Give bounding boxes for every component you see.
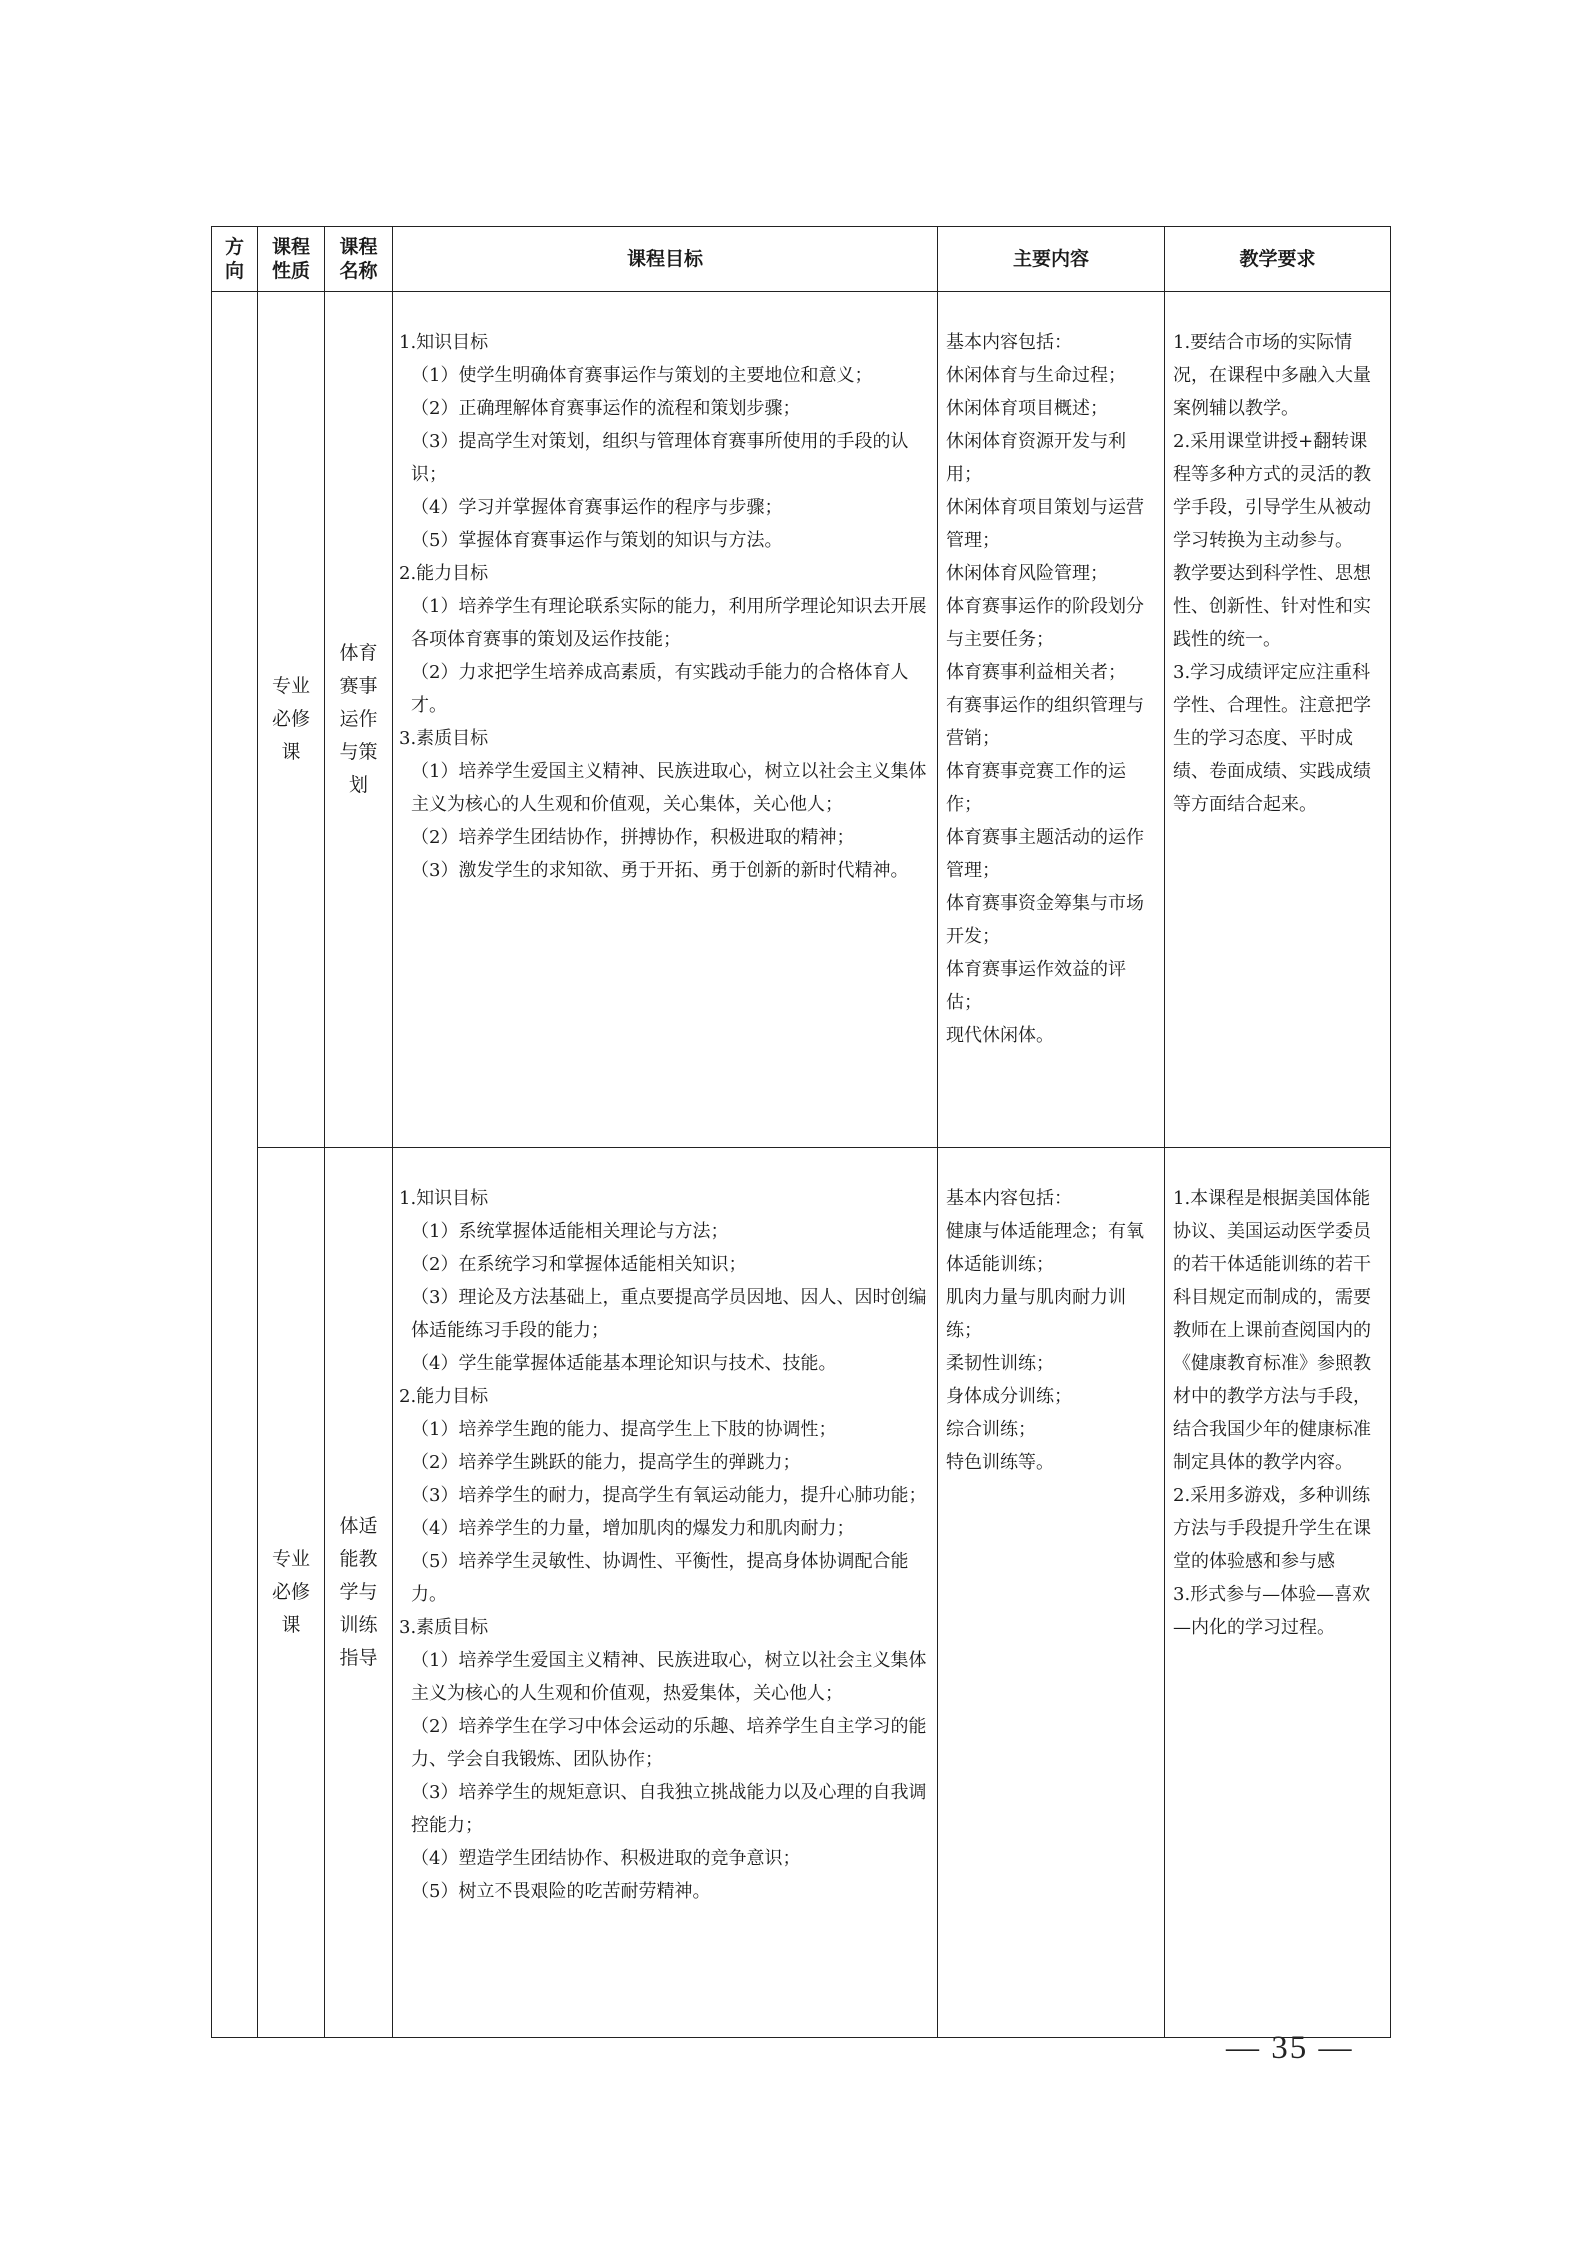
header-course-nature: 课程性质	[258, 227, 325, 292]
table-header-row	[212, 227, 1391, 292]
requirement-line: 3.学习成绩评定应注重科学性、合理性。注意把学生的学习态度、平时成绩、卷面成绩、实践成绩等方面结合起来。	[1173, 662, 1371, 815]
header-teaching-requirement: 教学要求	[1165, 227, 1391, 292]
goal-line: （2）培养学生在学习中体会运动的乐趣、培养学生自主学习的能力、学会自我锻炼、团队协作；	[411, 1716, 927, 1770]
goal-line: （2）培养学生团结协作，拼搏协作，积极进取的精神；	[411, 827, 855, 848]
requirement-line: 2.采用多游戏，多种训练方法与手段提升学生在课堂的体验感和参与感	[1173, 1485, 1371, 1572]
goal-line: （3）理论及方法基础上，重点要提高学员因地、因人、因时创编体适能练习手段的能力；	[411, 1287, 927, 1341]
requirement-line: 1.要结合市场的实际情况，在课程中多融入大量案例辅以教学。	[1173, 332, 1371, 419]
goal-line: （1）培养学生跑的能力、提高学生上下肢的协调性；	[411, 1419, 837, 1440]
content-line: 体育赛事运作效益的评估；	[946, 959, 1126, 1013]
goal-line: （1）培养学生爱国主义精神、民族进取心，树立以社会主义集体主义为核心的人生观和价值观，热爱集体，关心他人；	[411, 1650, 927, 1704]
course-goal-cell	[393, 292, 938, 1148]
goal-line: （5）培养学生灵敏性、协调性、平衡性，提高身体协调配合能力。	[411, 1551, 909, 1605]
goal-line: （3）培养学生的规矩意识、自我独立挑战能力以及心理的自我调控能力；	[411, 1782, 927, 1836]
goal-line: （3）提高学生对策划，组织与管理体育赛事所使用的手段的认识；	[411, 431, 909, 485]
content-line: 综合训练；	[946, 1419, 1036, 1440]
content-list	[938, 292, 1164, 1068]
requirement-line: 教学要达到科学性、思想性、创新性、针对性和实践性的统一。	[1173, 563, 1371, 650]
goal-line: （5）掌握体育赛事运作与策划的知识与方法。	[411, 530, 783, 551]
course-goal-cell	[393, 1148, 938, 2038]
goal-line: 1.知识目标	[399, 1188, 489, 1209]
goal-line: （4）塑造学生团结协作、积极进取的竞争意识；	[411, 1848, 801, 1869]
content-line: 健康与体适能理念；有氧体适能训练；	[946, 1221, 1144, 1275]
content-line: 特色训练等。	[946, 1452, 1054, 1473]
course-name-cell: 体育赛事运作与策划	[325, 292, 393, 1148]
goal-line: （4）培养学生的力量，增加肌肉的爆发力和肌肉耐力；	[411, 1518, 855, 1539]
table-row	[212, 1148, 1391, 2038]
goal-line: （4）学习并掌握体育赛事运作的程序与步骤；	[411, 497, 783, 518]
content-line: 基本内容包括：	[946, 332, 1072, 353]
requirement-line: 3.形式参与—体验—喜欢—内化的学习过程。	[1173, 1584, 1371, 1638]
content-line: 基本内容包括：	[946, 1188, 1072, 1209]
teaching-requirement-cell	[1165, 1148, 1391, 2038]
goal-list	[393, 292, 937, 903]
table-row	[212, 292, 1391, 1148]
content-line: 休闲体育与生命过程；	[946, 365, 1126, 386]
goal-line: （1）培养学生有理论联系实际的能力，利用所学理论知识去开展各项体育赛事的策划及运作技能；	[411, 596, 927, 650]
content-line: 体育赛事运作的阶段划分与主要任务；	[946, 596, 1144, 650]
content-line: 体育赛事主题活动的运作管理；	[946, 827, 1144, 881]
content-line: 肌肉力量与肌肉耐力训练；	[946, 1287, 1126, 1341]
requirement-list	[1165, 292, 1390, 837]
goal-line: 2.能力目标	[399, 563, 489, 584]
requirement-list	[1165, 1148, 1390, 1660]
content-line: 休闲体育项目概述；	[946, 398, 1108, 419]
header-course-goal: 课程目标	[393, 227, 938, 292]
goal-line: （2）在系统学习和掌握体适能相关知识；	[411, 1254, 747, 1275]
goal-line: 3.素质目标	[399, 728, 489, 749]
goal-line: （3）激发学生的求知欲、勇于开拓、勇于创新的新时代精神。	[411, 860, 909, 881]
content-line: 体育赛事资金筹集与市场开发；	[946, 893, 1144, 947]
goal-list	[393, 1148, 937, 1924]
goal-line: （3）培养学生的耐力，提高学生有氧运动能力，提升心肺功能；	[411, 1485, 927, 1506]
goal-line: （5）树立不畏艰险的吃苦耐劳精神。	[411, 1881, 711, 1902]
course-nature-cell: 专业必修课	[258, 1148, 325, 2038]
goal-line: （4）学生能掌握体适能基本理论知识与技术、技能。	[411, 1353, 837, 1374]
content-line: 身体成分训练；	[946, 1386, 1072, 1407]
course-nature-cell: 专业必修课	[258, 292, 325, 1148]
teaching-requirement-cell	[1165, 292, 1391, 1148]
course-name-cell: 体适能教学与训练指导	[325, 1148, 393, 2038]
goal-line: （1）使学生明确体育赛事运作与策划的主要地位和意义；	[411, 365, 873, 386]
goal-line: （2）力求把学生培养成高素质，有实践动手能力的合格体育人才。	[411, 662, 909, 716]
goal-line: 3.素质目标	[399, 1617, 489, 1638]
content-list	[938, 1148, 1164, 1495]
content-line: 柔韧性训练；	[946, 1353, 1054, 1374]
goal-line: （2）正确理解体育赛事运作的流程和策划步骤；	[411, 398, 801, 419]
content-line: 现代休闲体。	[946, 1025, 1054, 1046]
curriculum-table	[211, 226, 1391, 2038]
header-direction: 方向	[212, 227, 258, 292]
goal-line: 1.知识目标	[399, 332, 489, 353]
requirement-line: 2.采用课堂讲授+翻转课程等多种方式的灵活的教学手段，引导学生从被动学习转换为主动参与。	[1173, 431, 1371, 551]
content-line: 休闲体育资源开发与利用；	[946, 431, 1126, 485]
goal-line: （1）培养学生爱国主义精神、民族进取心，树立以社会主义集体主义为核心的人生观和价值观，关心集体，关心他人；	[411, 761, 927, 815]
goal-line: 2.能力目标	[399, 1386, 489, 1407]
content-line: 休闲体育项目策划与运营管理；	[946, 497, 1144, 551]
goal-line: （1）系统掌握体适能相关理论与方法；	[411, 1221, 729, 1242]
main-content-cell	[938, 292, 1165, 1148]
page-number: — 35 —	[1226, 2030, 1354, 2066]
direction-cell	[212, 292, 258, 2038]
content-line: 体育赛事竞赛工作的运作；	[946, 761, 1126, 815]
content-line: 体育赛事利益相关者；	[946, 662, 1126, 683]
header-course-name: 课程名称	[325, 227, 393, 292]
main-content-cell	[938, 1148, 1165, 2038]
goal-line: （2）培养学生跳跃的能力，提高学生的弹跳力；	[411, 1452, 801, 1473]
header-main-content: 主要内容	[938, 227, 1165, 292]
requirement-line: 1.本课程是根据美国体能协议、美国运动医学委员的若干体适能训练的若干科目规定而制成的，需要教师在上课前查阅国内的《健康教育标准》参照教材中的教学方法与手段，结合我国少年的健康标准制定具体的教学内容。	[1173, 1188, 1371, 1473]
content-line: 有赛事运作的组织管理与营销；	[946, 695, 1144, 749]
content-line: 休闲体育风险管理；	[946, 563, 1108, 584]
